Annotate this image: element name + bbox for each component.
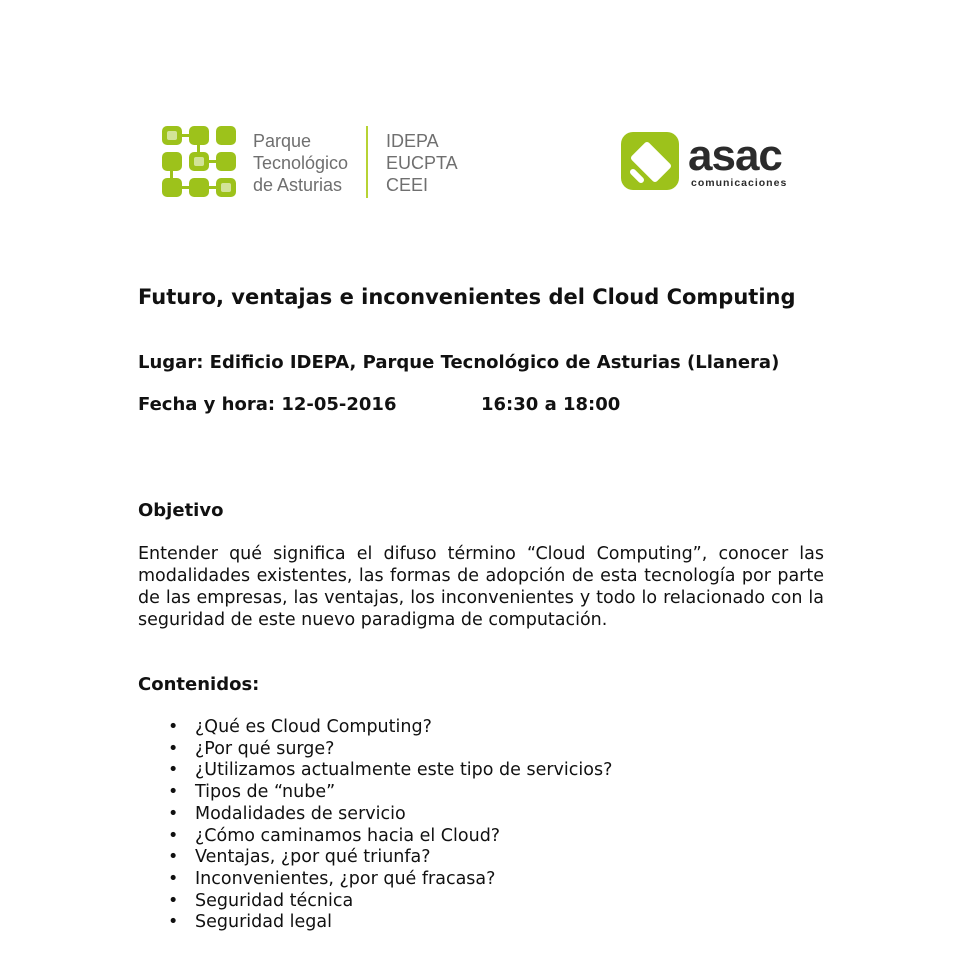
list-item-text: ¿Cómo caminamos hacia el Cloud? — [195, 825, 501, 846]
list-item-text: Modalidades de servicio — [195, 803, 406, 824]
list-item — [138, 804, 824, 826]
list-item-text: Inconvenientes, ¿por qué fracasa? — [195, 868, 496, 889]
document-body — [138, 283, 824, 934]
contents-heading: Contenidos: — [138, 674, 260, 695]
pta-name-line-1: Parque — [253, 131, 312, 151]
event-date-row — [138, 394, 824, 416]
list-item — [138, 739, 824, 761]
asac-subtitle: comunicaciones — [691, 177, 788, 189]
bullet: • — [168, 868, 179, 889]
list-item-text: ¿Por qué surge? — [195, 738, 335, 759]
list-item — [138, 869, 824, 891]
asac-logo — [621, 132, 801, 194]
pta-org-line-2: EUCPTA — [386, 153, 458, 173]
pta-name-line-2: Tecnológico — [253, 153, 349, 173]
contents-list — [138, 717, 824, 934]
event-place: Lugar: Edificio IDEPA, Parque Tecnológico de Asturias (Llanera) — [138, 352, 780, 373]
bullet: • — [168, 847, 179, 868]
bullet: • — [168, 738, 179, 759]
bullet: • — [168, 912, 179, 933]
pta-orgs-text — [386, 130, 458, 196]
bullet: • — [168, 890, 179, 911]
list-item-text: Tipos de “nube” — [195, 782, 336, 803]
list-item-text: Seguridad técnica — [195, 890, 354, 911]
pta-org-line-3: CEEI — [386, 175, 429, 195]
bullet: • — [168, 717, 179, 737]
list-item-text: Ventajas, ¿por qué triunfa? — [195, 847, 431, 868]
list-item — [138, 826, 824, 848]
parque-tecnologico-logo — [162, 126, 462, 200]
list-item — [138, 782, 824, 804]
list-item — [138, 912, 824, 934]
pta-name-line-3: de Asturias — [253, 175, 343, 195]
list-item-text: ¿Utilizamos actualmente este tipo de servicios? — [195, 760, 613, 781]
event-time: 16:30 a 18:00 — [481, 394, 621, 415]
bullet: • — [168, 760, 179, 781]
pta-divider — [366, 126, 368, 198]
document-title: Futuro, ventajas e inconvenientes del Cloud Computing — [138, 285, 796, 309]
objective-heading: Objetivo — [138, 500, 224, 521]
list-item — [138, 847, 824, 869]
bullet: • — [168, 782, 179, 803]
bullet: • — [168, 803, 179, 824]
list-item — [138, 717, 824, 739]
pta-org-line-1: IDEPA — [386, 131, 439, 151]
list-item — [138, 760, 824, 782]
event-date: Fecha y hora: 12-05-2016 — [138, 394, 397, 415]
pta-name-text — [253, 130, 348, 196]
list-item — [138, 891, 824, 913]
objective-text: Entender qué significa el difuso término “Cloud Computing”, conocer las modalidades existentes, las formas de adopción de esta tecnología por parte de las empresas, las ventajas, los inconvenientes y todo lo relacionado con la seguridad de este nuevo paradigma de computación. — [138, 544, 824, 630]
asac-wordmark: asac — [688, 131, 782, 180]
pta-grid-icon — [162, 126, 236, 198]
list-item-text: ¿Qué es Cloud Computing? — [195, 717, 432, 737]
bullet: • — [168, 825, 179, 846]
list-item-text: Seguridad legal — [195, 912, 332, 933]
asac-mark-icon — [621, 132, 681, 192]
